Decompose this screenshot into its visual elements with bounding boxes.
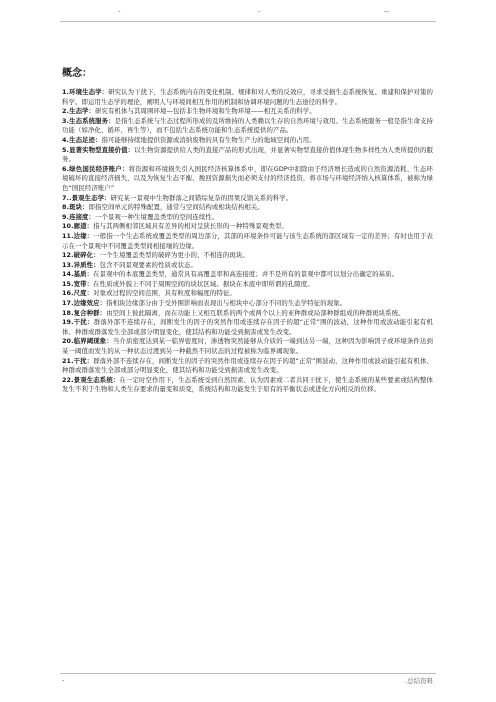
definition-term: 8.斑块：: [62, 203, 89, 212]
definition-term: 11.边缘：: [62, 231, 94, 240]
definition-text: 即指空间单元的特殊配置，通常与空间结构或相块结构相关。: [88, 203, 264, 212]
definition-text: 包含不同景观要素的性质或状态。: [99, 260, 197, 269]
page-header: [0, 8, 496, 18]
definition-text: 在性质或外貌上不同于周围空间的块状区域。据块在本底中即所谓的孔隙度。: [93, 279, 314, 288]
definition-entry: [62, 299, 433, 309]
footer-divider: [60, 673, 436, 674]
definition-text: 指可能够持续地提供资源或消纳废物的具有生物生产力的地域空间的占用。: [101, 135, 316, 144]
definition-term: 21.干扰：: [62, 356, 94, 365]
definition-term: 6.绿色国民经济账户：: [62, 164, 129, 173]
definition-term: 14.基质：: [62, 270, 94, 279]
definition-entry: [62, 222, 433, 232]
definition-term: 15.宽带：: [62, 279, 94, 288]
definition-text: 一个生境覆盖类型的破碎为更小的、不相连的斑块。: [99, 251, 249, 260]
definition-entry: [62, 376, 433, 395]
definition-term: 13.异质性：: [62, 260, 100, 269]
definition-text: 研究认为干扰下，生态系统内在的变化机制、规律和对人类的反效应，寻求受损生态系统恢复、重建和保护对策的科学。即运用生态学的理论，阐明人与环境间相互作用的机制和协调环境问题的生态途径的科学。: [62, 88, 433, 106]
definition-text: 将资源和环境损失引入国民经济核算体系中，即在GDP中扣除由于经济增长造成的自然资源消耗、生态环境破坏的直接经济损失，以及为恢复生态平衡、挽回资源损失而必须支付的经济投资，将市场与环境经济纳入核算体系，被称为绿色“国民经济账户”: [62, 164, 433, 192]
definition-term: 3.生态系统服务：: [62, 116, 115, 125]
definition-entry: [62, 165, 433, 194]
definition-entry: [62, 213, 433, 223]
definition-entry: [62, 261, 433, 271]
definition-term: 17.边缘效应：: [62, 299, 107, 308]
footer-label: .总结资料: [405, 677, 434, 685]
definition-term: 2.生态学：: [62, 107, 96, 116]
definition-term: 20.临界阈现象：: [62, 337, 113, 346]
definition-entry: [62, 337, 433, 356]
definition-entry: [62, 117, 433, 136]
definition-entry: [62, 203, 433, 213]
definition-text: 研究有机体与其周围环境—包括非生物环境和生物环境——相互关系的科学。: [95, 107, 316, 116]
definition-list: [62, 88, 433, 395]
definition-entry: [62, 289, 433, 299]
definition-term: 19.干扰：: [62, 318, 94, 327]
header-right-mark: --: [384, 8, 390, 16]
definition-text: 对象或过程的空间范围，具有粒度和幅度的特征。: [93, 289, 236, 298]
definition-text: 一般指一个生态系统或覆盖类型的周边部分，其部的环境条件可能与该生态系统的部区域有一定的差异；有时也用于表示在一个景观中不同覆盖类型间相接壤的边缘。: [62, 231, 434, 250]
definition-entry: [62, 136, 433, 146]
definition-entry: [62, 88, 433, 107]
definition-entry: [62, 232, 433, 251]
definition-entry: [62, 357, 433, 376]
definition-entry: [62, 309, 433, 319]
definition-term: 4.生态足迹：: [62, 135, 102, 144]
definition-term: 22.景观生态系统：: [62, 375, 120, 384]
definition-entry: [62, 318, 433, 337]
definition-text: 在一定时空作用下，生态系统受到自然因素、认为因素或二者共同干扰下，使生态系统的某些要素或结构整体发生不利于生物和人类生存要求的量变和质变，系统结构和功能发生于原有的平衡状态或进化方向相反的位移。: [62, 375, 433, 394]
definition-term: 9.连接度：: [62, 212, 96, 221]
definition-entry: [62, 194, 433, 204]
definition-entry: [62, 107, 433, 117]
definition-text: 当介质密度达到某一临界密度时，渗透物突然能够从介质的一端到达另一端，这种因为影响因子或环境条件达到某一阈值而发生的从一种状态过渡到另一种截然不同状态的过程被称为临界阈现象。: [62, 337, 433, 356]
header-divider: [60, 21, 436, 22]
page-footer: [0, 676, 496, 686]
definition-term: 7..景观生态学：: [62, 193, 111, 202]
definition-term: 12.破碎化：: [62, 251, 100, 260]
footer-left-mark: -: [62, 676, 65, 684]
definition-text: 由空间上彼此隔离，而在功能上又相互联系的两个或两个以上的亚种群或局部种群组成的种群斑块系统。: [106, 308, 405, 317]
definition-text: 指与其两侧相邻区域具有差异的相对呈狭长形的一种特殊景观类型。: [93, 222, 288, 231]
definition-text: 群落外部不连续存在，间断发生的因子的突然作用或连续存在因子的超“正常”围的波动，这种作用或波动能引起有机体、种群或群落发生全部或部分明显变化，使其结构和功能受到损害或发生改变。: [62, 318, 433, 336]
definition-entry: [62, 146, 433, 165]
document-body: [62, 68, 433, 395]
definition-text: 研究某一景观中生物群落之间错综复杂的因果反馈关系的科学。: [110, 193, 293, 202]
section-title: 概念：: [62, 68, 92, 79]
definition-term: 10.廊道：: [62, 222, 94, 231]
header-center-mark: -: [258, 8, 261, 16]
definition-term: 1.环境生态学：: [62, 88, 109, 96]
definition-text: 是指生态系统与生态过程所形成的及所维持的人类赖以生存的自然环境与效用。生态系统服务一般是指生命支持功能（如净化、循环、再生等），而不包括生态系统功能和生态系统提供的产品。: [62, 116, 433, 135]
definition-term: 16.尺度：: [62, 289, 94, 298]
definition-entry: [62, 251, 433, 261]
definition-text: 群落外部不连续存在，间断发生的因子的突然作用或连续存在因子的超“正常”围波动，这种作用或波动能引起有机体、种群或群落发生全部或部分明显变化，使其结构和功能受到损害或发生改变。: [62, 356, 434, 375]
header-left-mark: -: [118, 8, 121, 16]
definition-text: 以生物资源提供给人类的直接产品的形式出现，并显著实物型直接价值体现生物多样性为人类所提供的服务。: [62, 145, 433, 164]
definition-text: 一个景观一种生境覆盖类型的空间连续性。: [95, 212, 219, 221]
definition-term: 18.复合种群：: [62, 308, 107, 317]
definition-text: 在景观中的本底覆盖类型，通常具有高覆盖率和高连接度；并不是所有的景观中都可以划分出确定的基质。: [93, 270, 399, 279]
definition-text: 指相块边缘部分由于受外围影响而表现出与相块中心部分不同的生态学特征的现象。: [106, 299, 347, 308]
definition-term: 5.显著实物型直接价值：: [62, 145, 135, 154]
definition-entry: [62, 270, 433, 280]
